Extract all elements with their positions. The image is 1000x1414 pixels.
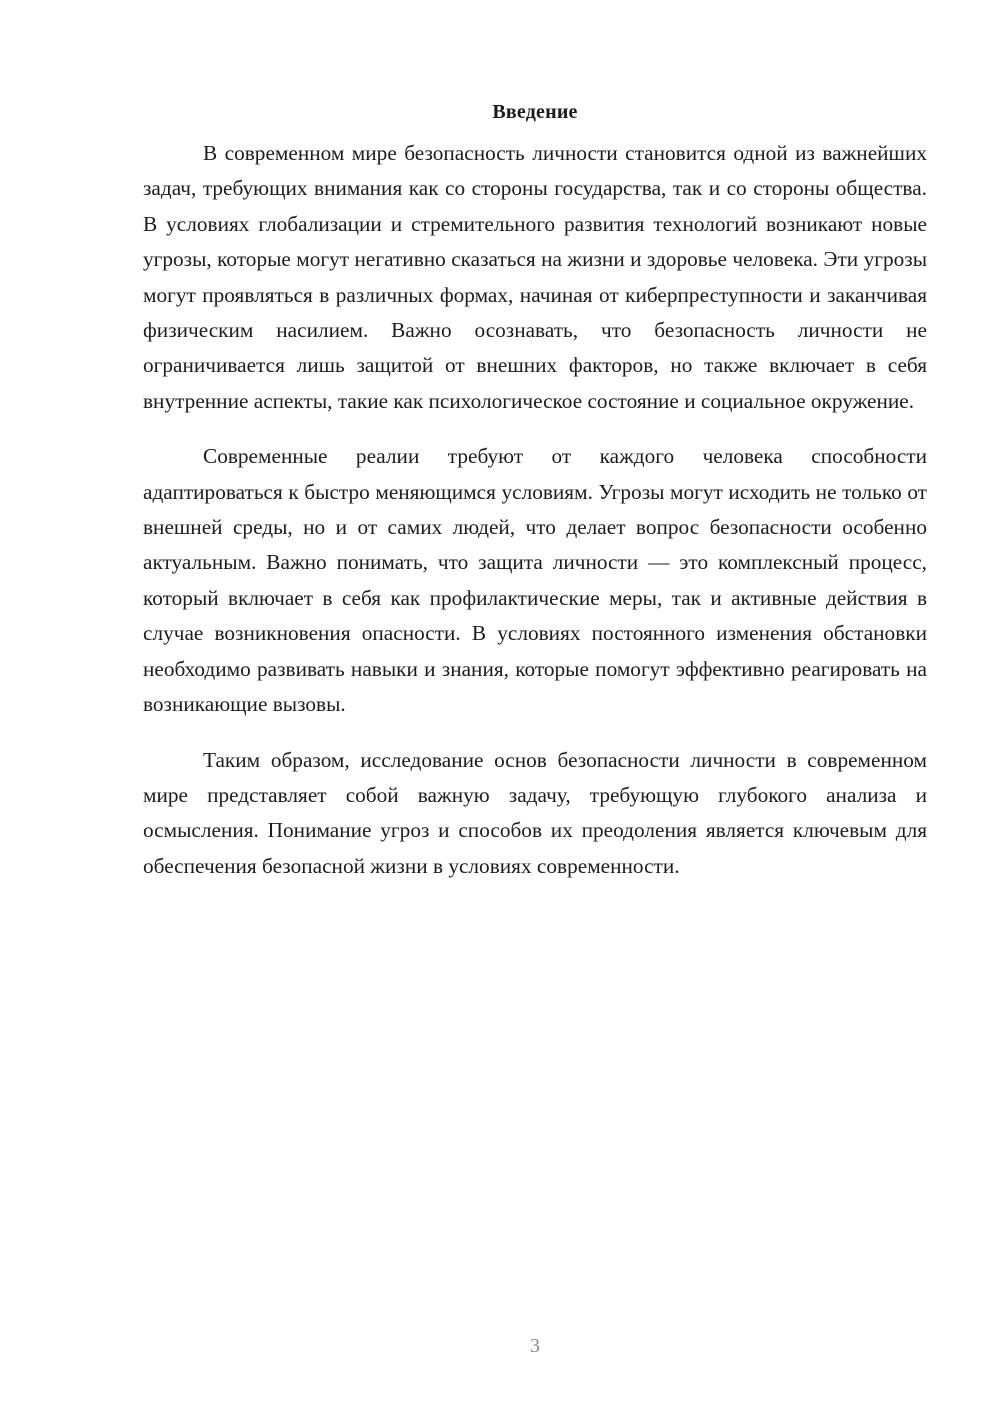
paragraph-2: Современные реалии требуют от каждого человека способности адаптироваться к быстро меняющимся условиям. Угрозы могут исходить не только от внешней среды, но и от самих людей, что делает вопрос безопасности особенно актуальным. Важно понимать, что защита личности — это комплексный процесс, который включает в себя как профилактические меры, так и активные действия в случае возникновения опасности. В условиях постоянного изменения обстановки необходимо развивать навыки и знания, которые помогут эффективно реагировать на возникающие вызовы. <box>143 444 927 717</box>
paragraph-3: Таким образом, исследование основ безопасности личности в современном мире представляет собой важную задачу, требующую глубокого анализа и осмысления. Понимание угроз и способов их преодоления является ключевым для обеспечения безопасной жизни в условиях современности. <box>143 747 927 878</box>
paragraph-1: В современном мире безопасность личности становится одной из важнейших задач, требующих внимания как со стороны государства, так и со стороны общества. В условиях глобализации и стремительного развития технологий возникают новые угрозы, которые могут негативно сказаться на жизни и здоровье человека. Эти угрозы могут проявляться в различных формах, начиная от киберпреступности и заканчивая физическим насилием. Важно осознавать, что безопасность личности не ограничивается лишь защитой от внешних факторов, но также включает в себя внутренние аспекты, такие как психологическое состояние и социальное окружение. <box>143 141 927 413</box>
section-heading: Введение <box>492 101 578 123</box>
page-content <box>143 98 927 884</box>
page-number: 3 <box>530 1335 540 1357</box>
